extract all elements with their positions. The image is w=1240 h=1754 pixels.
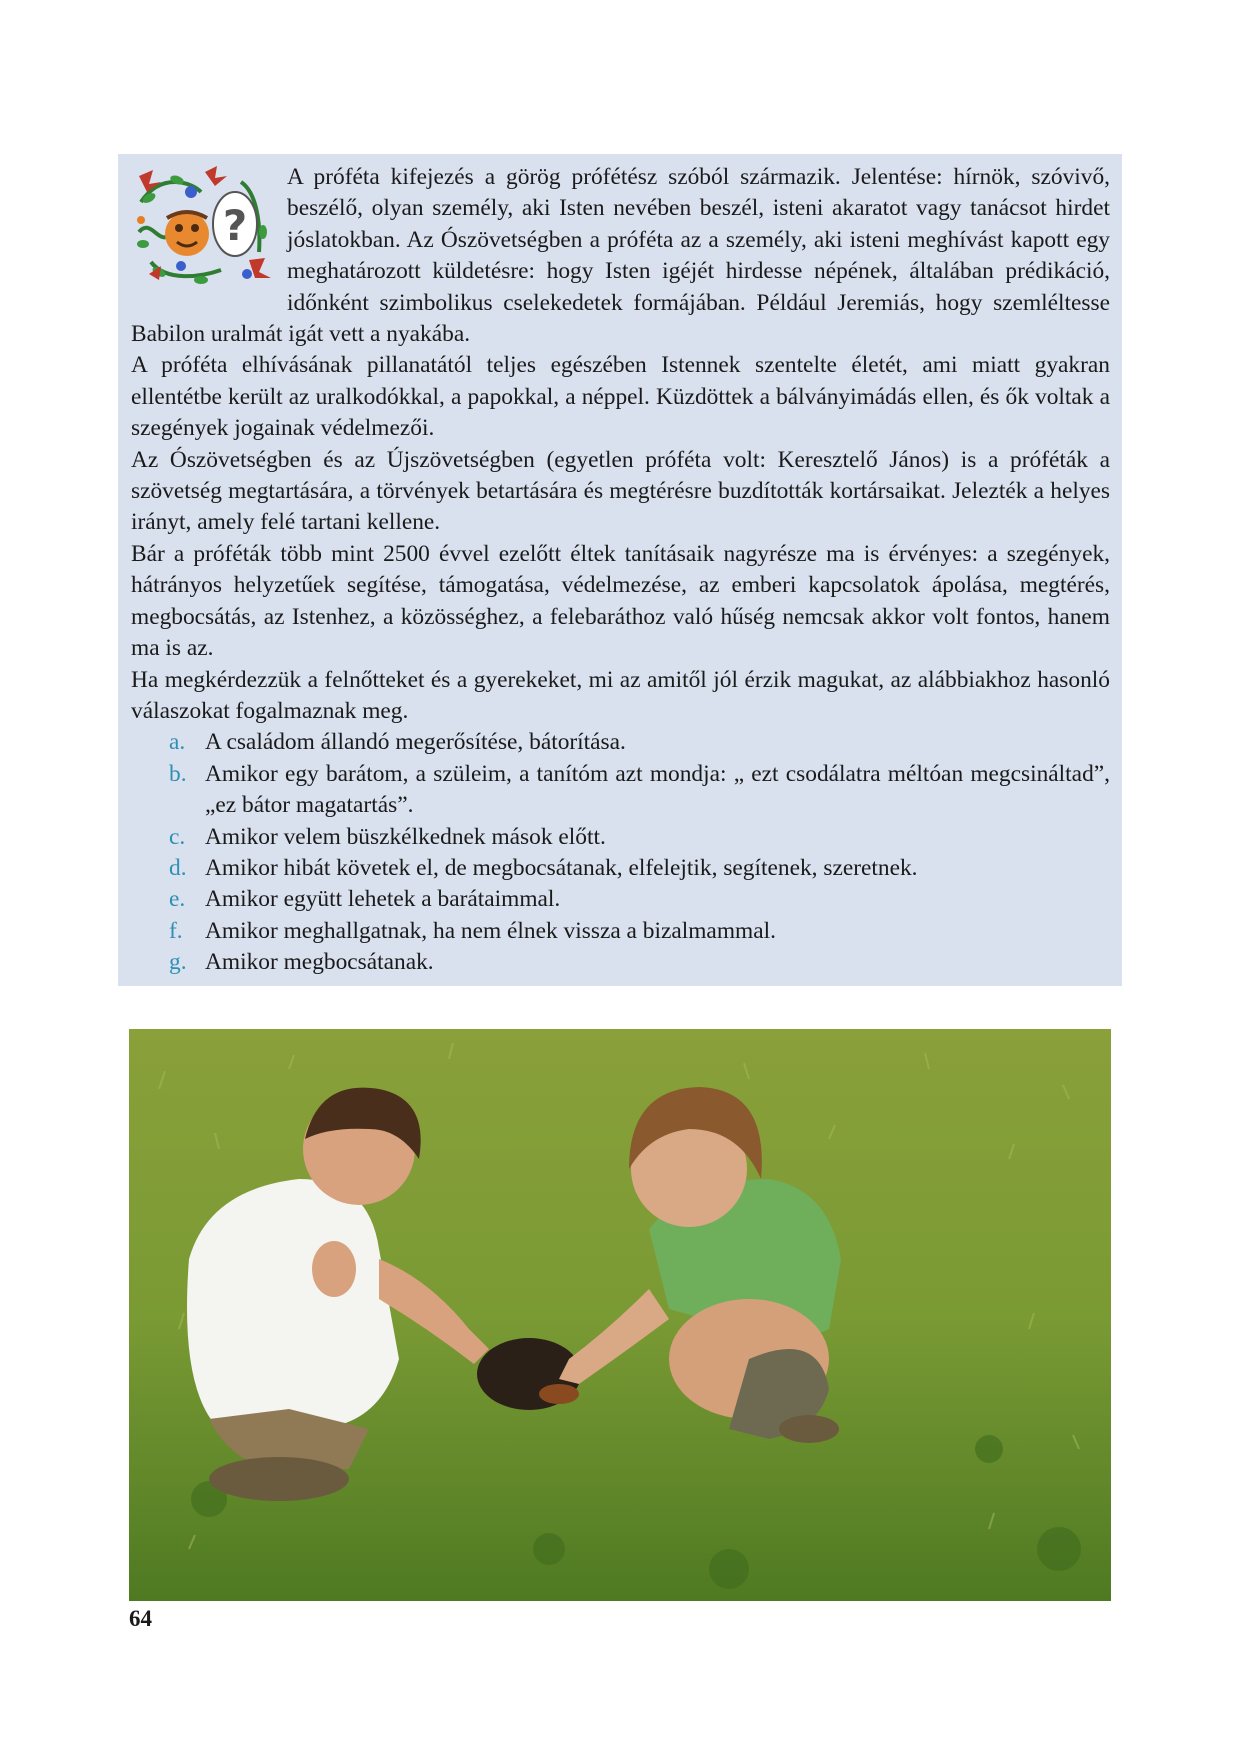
answers-list bbox=[131, 727, 1110, 978]
question-paragraph: Ha megkérdezzük a felnőtteket és a gyerekeket, mi az amitől jól érzik magukat, az alábbiakhoz hasonló válaszokat fogalmaznak meg. bbox=[131, 666, 1110, 724]
list-item-text: Amikor egy barátom, a szüleim, a tanítóm azt mondja: „ ezt csodálatra méltóan megcsináltad”, „ez bátor magatartás”. bbox=[205, 760, 1110, 819]
list-item bbox=[169, 916, 1110, 947]
page-number: 64 bbox=[129, 1606, 152, 1631]
svg-text:?: ? bbox=[222, 201, 248, 250]
covenant-paragraph: Az Ószövetségben és az Újszövetségben (egyetlen próféta volt: Keresztelő János) is a próféták a szövetség megtartására, a törvények betartására és megtérésre buzdították kortársaikat. Jelezték a helyes irányt, amely felé tartani kellene. bbox=[131, 446, 1110, 536]
list-item bbox=[169, 853, 1110, 884]
children-with-puppy-photo bbox=[129, 1029, 1111, 1601]
calling-paragraph: A próféta elhívásának pillanatától teljes egészében Istennek szentelte életét, ami miatt gyakran ellentétbe került az uralkodókkal, a papokkal, a néppel. Küzdöttek a bálványimádás ellen, és ők voltak a szegények jogainak védelmezői. bbox=[131, 352, 1110, 442]
list-item bbox=[169, 822, 1110, 853]
info-box bbox=[118, 154, 1122, 986]
list-marker: d. bbox=[169, 854, 187, 881]
list-item-text: Amikor megbocsátanak. bbox=[205, 949, 434, 976]
list-item-text: Amikor hibát követek el, de megbocsátanak, elfelejtik, segítenek, szeretnek. bbox=[205, 854, 918, 881]
list-marker: g. bbox=[169, 949, 187, 976]
list-item bbox=[169, 884, 1110, 915]
teachings-paragraph: Bár a próféták több mint 2500 évvel ezelőtt éltek tanításaik nagyrésze ma is érvényes: a szegények, hátrányos helyzetűek segítése, támogatása, védelmezése, az emberi kapcsolatok ápolása, megtérés, megbocsátás, az Istenhez, a közösséghez, a felebaráthoz való hűség nemcsak akkor volt fontos, hanem ma is az. bbox=[131, 540, 1110, 662]
list-item-text: Amikor meghallgatnak, ha nem élnek vissza a bizalmammal. bbox=[205, 917, 776, 944]
intro-paragraph: A próféta kifejezés a görög prófétész szóból származik. Jelentése: hírnök, szóvivő, beszélő, olyan személy, aki Isten nevében beszél, isteni akaratot vagy tanácsot hirdet jóslatokban. Az Ószövetségben a próféta az a személy, aki isteni meghívást kapott egy meghatározott küldetésre: hogy Isten igéjét hirdesse népének, általában prédikáció, időnként szimbolikus cselekedetek formájában. Például Jeremiás, hogy szemléltesse Babilon uralmát igát vett a nyakába. bbox=[131, 164, 1110, 348]
list-marker: a. bbox=[169, 729, 186, 756]
list-item bbox=[169, 759, 1110, 822]
question-face-flower-icon bbox=[131, 162, 277, 288]
list-item-text: Amikor velem büszkélkednek mások előtt. bbox=[205, 823, 606, 850]
list-item bbox=[169, 947, 1110, 978]
list-marker: c. bbox=[169, 823, 186, 850]
list-marker: f. bbox=[169, 917, 183, 944]
list-marker: b. bbox=[169, 760, 187, 787]
list-marker: e. bbox=[169, 886, 186, 913]
list-item-text: A családom állandó megerősítése, bátorítása. bbox=[205, 729, 626, 756]
list-item bbox=[169, 727, 1110, 758]
list-item-text: Amikor együtt lehetek a barátaimmal. bbox=[205, 886, 561, 913]
